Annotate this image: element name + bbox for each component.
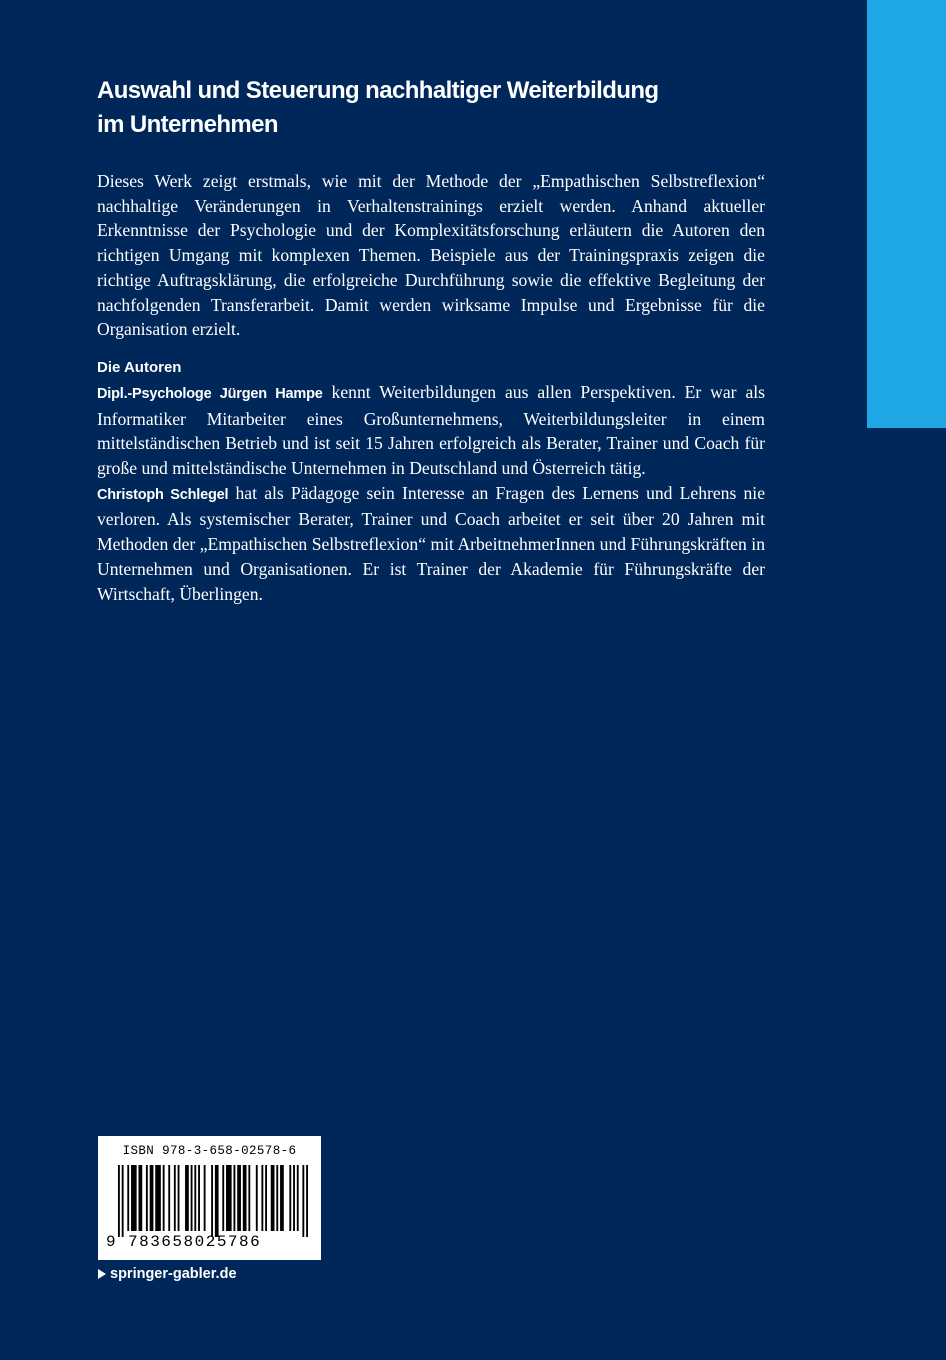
headline-line-2: im Unternehmen: [97, 111, 278, 138]
barcode-bars: [118, 1165, 308, 1237]
author-1-paragraph: [97, 380, 765, 481]
barcode-bar: [215, 1165, 219, 1237]
barcode-bar: [248, 1165, 250, 1231]
barcode-bar: [146, 1165, 148, 1231]
barcode-bar: [237, 1165, 241, 1231]
barcode-bar: [302, 1165, 304, 1237]
barcode-bar: [127, 1165, 129, 1231]
author-2-name: Christoph Schlegel: [97, 486, 229, 503]
barcode-bar: [194, 1165, 196, 1231]
barcode-bar: [185, 1165, 189, 1231]
barcode-bar: [271, 1165, 275, 1231]
barcode-bar: [198, 1165, 200, 1231]
barcode-bar: [293, 1165, 295, 1231]
book-headline: [97, 74, 765, 142]
barcode-bar: [131, 1165, 137, 1231]
barcode-bar: [265, 1165, 267, 1231]
author-2-paragraph: [97, 481, 765, 607]
isbn-number: ISBN 978-3-658-02578-6: [122, 1144, 297, 1158]
barcode-bar: [204, 1165, 206, 1231]
barcode-bar: [155, 1165, 161, 1231]
isbn-barcode: [98, 1136, 321, 1260]
barcode-bar: [138, 1165, 142, 1231]
barcode-bar: [163, 1165, 165, 1231]
barcode-bar: [122, 1165, 124, 1237]
barcode-bar: [261, 1165, 263, 1231]
barcode-bar: [297, 1165, 299, 1231]
barcode-lead-digit: 9: [106, 1233, 117, 1251]
barcode-bar: [211, 1165, 213, 1237]
publisher-link[interactable]: [98, 1264, 237, 1284]
barcode-bar: [306, 1165, 308, 1237]
author-1-name: Dipl.-Psychologe Jürgen Hampe: [97, 385, 323, 402]
barcode-bar: [243, 1165, 247, 1231]
book-description: Dieses Werk zeigt erstmals, wie mit der Methode der „Empathischen Selbstreflexion“ nachhaltige Veränderungen in Verhaltenstrainings erzielt werden. Anhand aktueller Erkenntnisse der Psychologie und der Komplexitätsforschung erläutern die Autoren den richtigen Umgang mit komplexen Themen. Beispiele aus der Trainingspraxis zeigen die richtige Auftragsklärung, die erfolgreiche Durchführung sowie die effektive Begleitung der nachfolgenden Transferarbeit. Damit werden wirksame Impulse und Ergebnisse für die Organisation erzielt.: [97, 171, 765, 340]
barcode-bar: [233, 1165, 235, 1231]
barcode-bar: [168, 1165, 170, 1231]
accent-stripe: [867, 0, 946, 428]
barcode-bar: [174, 1165, 176, 1231]
publisher-link-text: springer-gabler.de: [110, 1266, 237, 1282]
triangle-arrow-icon: [98, 1269, 106, 1279]
barcode-bar: [178, 1165, 180, 1231]
barcode-digit-string: 783658025786: [128, 1233, 262, 1251]
authors-heading: Die Autoren: [97, 358, 182, 376]
barcode-bar: [118, 1165, 120, 1237]
barcode-bar: [222, 1165, 224, 1231]
barcode-bar: [191, 1165, 193, 1231]
author-1-bio: kennt Weiterbildungen aus allen Perspektiven. Er war als Informatiker Mitarbeiter eines Großunternehmens, Weiterbildungsleiter in einem mittelständischen Betrieb und ist seit 15 Jahren erfolgreich als Berater, Trainer und Coach für große und mittelständische Unternehmen in Deutschland und Österreich tätig.: [97, 381, 765, 479]
headline-line-1: Auswahl und Steuerung nachhaltiger Weiterbildung: [97, 77, 659, 104]
author-2-bio: hat als Pädagoge sein Interesse an Fragen des Lernens und Lehrens nie verloren. Als systemischer Berater, Trainer und Coach arbeitet er seit über 20 Jahren mit Methoden der „Empathischen Selbstreflexion“ mit ArbeitnehmerInnen und Führungskräften in Unternehmen und Organisationen. Er ist Trainer der Akademie für Führungskräfte der Wirtschaft, Überlingen.: [97, 482, 765, 604]
barcode-bar: [256, 1165, 258, 1231]
barcode-bar: [150, 1165, 154, 1231]
barcode-bar: [289, 1165, 291, 1231]
barcode-bar: [276, 1165, 278, 1231]
barcode-bar: [226, 1165, 232, 1231]
back-cover-content: [97, 74, 765, 606]
barcode-bar: [280, 1165, 284, 1231]
